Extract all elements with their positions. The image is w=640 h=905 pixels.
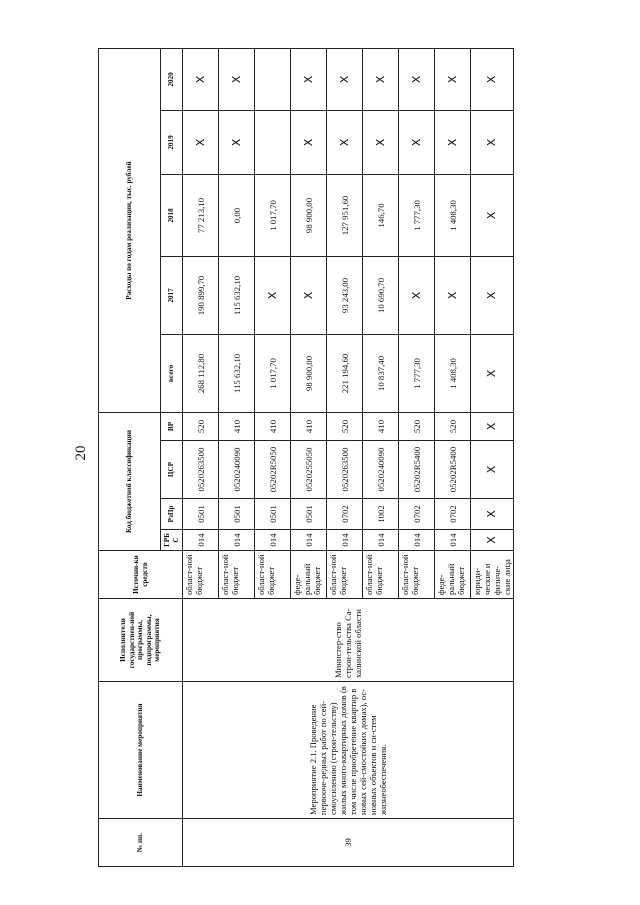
row-2020: X (471, 48, 514, 110)
row-source: феде-ральный бюджет (291, 551, 327, 599)
row-2019: X (363, 110, 399, 174)
row-rzpr: 1002 (363, 499, 399, 530)
row-rzpr: 0702 (399, 499, 435, 530)
page-number: 20 (73, 445, 89, 461)
row-vr: 410 (255, 412, 291, 440)
row-csr: 0520263500 (183, 441, 219, 499)
row-grbs: 014 (219, 530, 255, 551)
row-2018: 1 777,30 (399, 174, 435, 256)
row-2019 (255, 110, 291, 174)
row-2018: 77 213,10 (183, 174, 219, 256)
row-total: 1 017,70 (255, 334, 291, 412)
row-vr: 410 (219, 412, 255, 440)
row-2019: X (327, 110, 363, 174)
row-grbs: 014 (327, 530, 363, 551)
row-csr: 0520255050 (291, 441, 327, 499)
header-num: № пп. (99, 819, 183, 867)
header-csr: ЦСР (161, 441, 183, 499)
row-csr: 05202R5400 (399, 441, 435, 499)
row-csr: 0520240090 (219, 441, 255, 499)
row-2017: X (255, 256, 291, 334)
row-rzpr: 0501 (219, 499, 255, 530)
row-source: юриди-ческие и физиче-ские лица (471, 551, 514, 599)
row-grbs: 014 (435, 530, 471, 551)
row-grbs: X (471, 530, 514, 551)
row-vr: 520 (399, 412, 435, 440)
row-total: X (471, 334, 514, 412)
row-source: феде-ральный бюджет (435, 551, 471, 599)
row-vr: 520 (435, 412, 471, 440)
row-2017: 93 243,00 (327, 256, 363, 334)
row-rzpr: 0702 (327, 499, 363, 530)
header-2019: 2019 (161, 110, 183, 174)
row-2019: X (471, 110, 514, 174)
row-total: 98 900,00 (291, 334, 327, 412)
row-2019: X (183, 110, 219, 174)
row-rzpr: 0501 (291, 499, 327, 530)
header-2020: 2020 (161, 48, 183, 110)
header-total: всего (161, 334, 183, 412)
row-source: област-ной бюджет (327, 551, 363, 599)
measure-name: Мероприятие 2.1. Проведение первооче-редных работ по сей-смоусилению (строи-тельству) жилых много-квартирных домов (в том числе приобретение квартир в новых сей-смостойких домах), ос-новных объектов и си-стем жизнеобеспечения. (183, 682, 514, 819)
header-executor: Исполнители государствен-ной программы, подпрограммы, мероприятия (99, 599, 183, 682)
header-source: Источни-ки средств (99, 551, 183, 599)
row-rzpr: X (471, 499, 514, 530)
row-csr: 0520263500 (327, 441, 363, 499)
executor: Министер-ство строи-тельства Са-халинской области (183, 599, 514, 682)
row-vr: 520 (327, 412, 363, 440)
row-2020: X (435, 48, 471, 110)
row-2017: X (399, 256, 435, 334)
row-2019: X (435, 110, 471, 174)
row-2017: 115 632,10 (219, 256, 255, 334)
header-rzpr: РзПр (161, 499, 183, 530)
row-total: 1 408,30 (435, 334, 471, 412)
row-vr: 410 (291, 412, 327, 440)
row-source: област-ной бюджет (255, 551, 291, 599)
row-grbs: 014 (363, 530, 399, 551)
header-2018: 2018 (161, 174, 183, 256)
row-2017: X (291, 256, 327, 334)
row-2018: 0,00 (219, 174, 255, 256)
row-number: 39 (183, 819, 514, 867)
row-2018: 1 408,30 (435, 174, 471, 256)
row-source: област-ной бюджет (399, 551, 435, 599)
header-grbs: ГРБ С (161, 530, 183, 551)
row-grbs: 014 (291, 530, 327, 551)
row-vr: 520 (183, 412, 219, 440)
row-total: 10 837,40 (363, 334, 399, 412)
row-2018: 146,70 (363, 174, 399, 256)
row-2017: 10 690,70 (363, 256, 399, 334)
row-grbs: 014 (399, 530, 435, 551)
header-budget-code: Код бюджетной классификации (99, 412, 161, 550)
row-2020: X (399, 48, 435, 110)
row-rzpr: 0501 (255, 499, 291, 530)
row-rzpr: 0501 (183, 499, 219, 530)
row-2017: X (471, 256, 514, 334)
header-vr: ВР (161, 412, 183, 440)
row-total: 115 632,10 (219, 334, 255, 412)
row-2020: X (327, 48, 363, 110)
header-expenses: Расходы по годам реализации, тыс. рублей (99, 48, 161, 412)
header-2017: 2017 (161, 256, 183, 334)
row-2020: X (183, 48, 219, 110)
row-2020: X (363, 48, 399, 110)
row-source: област-ной бюджет (219, 551, 255, 599)
row-csr: 0520240090 (363, 441, 399, 499)
header-name: Наименование мероприятия (99, 682, 183, 819)
row-vr: X (471, 412, 514, 440)
row-2019: X (399, 110, 435, 174)
row-2019: X (291, 110, 327, 174)
row-2018: 98 900,00 (291, 174, 327, 256)
row-total: 1 777,30 (399, 334, 435, 412)
row-2018: 1 017,70 (255, 174, 291, 256)
row-total: 221 194,60 (327, 334, 363, 412)
row-total: 268 112,80 (183, 334, 219, 412)
row-csr: 05202R5400 (435, 441, 471, 499)
row-vr: 410 (363, 412, 399, 440)
row-grbs: 014 (183, 530, 219, 551)
row-source: област-ной бюджет (363, 551, 399, 599)
row-2020: X (291, 48, 327, 110)
row-rzpr: 0702 (435, 499, 471, 530)
row-2020 (255, 48, 291, 110)
row-2018: 127 951,60 (327, 174, 363, 256)
row-grbs: 014 (255, 530, 291, 551)
row-2017: X (435, 256, 471, 334)
row-2017: 190 899,70 (183, 256, 219, 334)
row-2018: X (471, 174, 514, 256)
row-csr: X (471, 441, 514, 499)
row-2019: X (219, 110, 255, 174)
budget-table-wrapper (98, 49, 512, 867)
budget-table (98, 48, 514, 867)
row-source: област-ной бюджет (183, 551, 219, 599)
row-csr: 05202R5050 (255, 441, 291, 499)
row-2020: X (219, 48, 255, 110)
